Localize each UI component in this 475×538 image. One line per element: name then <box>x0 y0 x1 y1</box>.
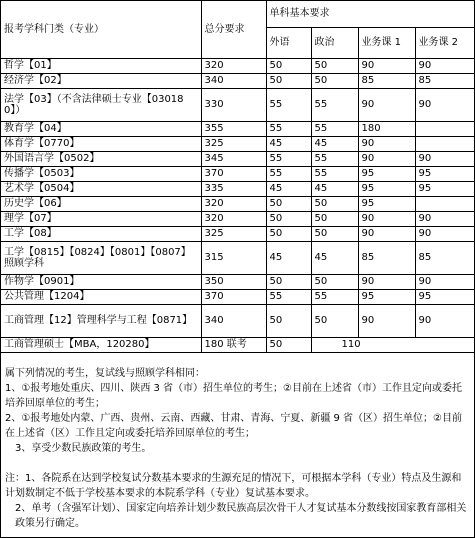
row-total: 315 <box>201 241 266 274</box>
row-s3: 90 <box>358 304 415 337</box>
row-s2: 50 <box>311 196 358 211</box>
row-s3: 90 <box>358 151 415 166</box>
row-s1: 55 <box>266 151 311 166</box>
row-s3: 90 <box>358 88 415 121</box>
row-s4: 90 <box>415 88 474 121</box>
row-total: 350 <box>201 274 266 289</box>
table-row <box>1 274 474 289</box>
table-row <box>1 211 474 226</box>
row-s4: 85 <box>415 241 474 274</box>
note-item-3: 3、享受少数民族政策的考生。 <box>15 443 152 454</box>
row-s4: 90 <box>415 151 474 166</box>
notes-section <box>1 366 474 531</box>
row-name: 工学【08】 <box>1 226 201 241</box>
row-s1: 55 <box>266 88 311 121</box>
table-row <box>1 58 474 73</box>
row-s1: 45 <box>266 241 311 274</box>
row-s1: 50 <box>266 274 311 289</box>
mba-merged: 110 <box>311 337 474 352</box>
row-name: 哲学【01】 <box>1 58 201 73</box>
row-name: 法学【03】（不含法律硕士专业【030180】） <box>1 88 201 121</box>
row-s4: 90 <box>415 58 474 73</box>
header-foreign-language: 外语 <box>266 27 311 58</box>
header-course-2: 业务课 2 <box>415 27 474 58</box>
note-spacer <box>5 456 470 471</box>
row-s1: 50 <box>266 73 311 88</box>
table-row <box>1 121 474 136</box>
row-s1: 50 <box>266 226 311 241</box>
note-item-2: 2、①报考地处内蒙、广西、贵州、云南、西藏、甘肃、青海、宁夏、新疆 9 省（区）招生单位；②目前在上述省（区）工作且定向或委托培养回原单位的考生； <box>5 413 463 439</box>
row-total: 320 <box>201 58 266 73</box>
row-s1: 55 <box>266 289 311 304</box>
row-name: 艺术学【0504】 <box>1 181 201 196</box>
row-s4 <box>415 136 474 151</box>
row-s2: 55 <box>311 121 358 136</box>
row-s1: 45 <box>266 136 311 151</box>
row-s2: 55 <box>311 289 358 304</box>
row-name: 体育学【0770】 <box>1 136 201 151</box>
header-politics: 政治 <box>311 27 358 58</box>
row-s4: 95 <box>415 166 474 181</box>
row-s2: 50 <box>311 304 358 337</box>
row-total: 340 <box>201 73 266 88</box>
row-s4: 90 <box>415 226 474 241</box>
row-s2: 45 <box>311 241 358 274</box>
table-row <box>1 166 474 181</box>
header-total: 总分要求 <box>201 1 266 58</box>
table-row <box>1 196 474 211</box>
row-s2: 50 <box>311 226 358 241</box>
row-s2: 50 <box>311 274 358 289</box>
mba-total: 180 联考 <box>201 337 266 352</box>
row-total: 345 <box>201 151 266 166</box>
row-s2: 55 <box>311 151 358 166</box>
note-remark-2: 2、单考（含强军计划）、国家定向培养计划少数民族高层次骨干人才复试基本分数线按国家教育部相关政策另行确定。 <box>15 503 467 529</box>
note-intro: 属下列情况的考生，复试线与照顾学科相同： <box>5 368 205 379</box>
row-s4: 95 <box>415 181 474 196</box>
header-course-1: 业务课 1 <box>358 27 415 58</box>
row-s4: 95 <box>415 289 474 304</box>
row-total: 325 <box>201 226 266 241</box>
row-s2: 50 <box>311 211 358 226</box>
row-s3: 95 <box>358 181 415 196</box>
table-row <box>1 136 474 151</box>
row-s2: 55 <box>311 88 358 121</box>
row-s1: 50 <box>266 58 311 73</box>
row-total: 370 <box>201 289 266 304</box>
header-category: 报考学科门类（专业） <box>1 1 201 58</box>
row-total: 320 <box>201 196 266 211</box>
row-s4 <box>415 196 474 211</box>
score-table <box>1 1 474 353</box>
table-row <box>1 151 474 166</box>
row-s4: 90 <box>415 274 474 289</box>
row-total: 335 <box>201 181 266 196</box>
row-s1: 50 <box>266 196 311 211</box>
table-row <box>1 289 474 304</box>
row-s4 <box>415 121 474 136</box>
mba-s1: 50 <box>266 337 311 352</box>
row-total: 330 <box>201 88 266 121</box>
row-s4: 90 <box>415 304 474 337</box>
header-single: 单科基本要求 <box>266 1 474 27</box>
row-s1: 50 <box>266 304 311 337</box>
note-remark-1: 注：1、各院系在达到学校复试分数基本要求的生源充足的情况下，可根据本学科（专业）特点及生源和计划数制定不低于学校基本要求的本院系学科（专业）复试基本要求。 <box>5 473 462 499</box>
row-name: 外国语言学【0502】 <box>1 151 201 166</box>
note-item-1: 1、①报考地处重庆、四川、陕西 3 省（市）招生单位的考生；②目前在上述省（市）工作且定向或委托培养回原单位的考生； <box>5 383 463 409</box>
table-row <box>1 304 474 337</box>
row-s2: 45 <box>311 136 358 151</box>
row-total: 370 <box>201 166 266 181</box>
row-s3: 90 <box>358 136 415 151</box>
row-s3: 95 <box>358 289 415 304</box>
row-s2: 55 <box>311 166 358 181</box>
row-s1: 50 <box>266 211 311 226</box>
row-s2: 50 <box>311 58 358 73</box>
row-s3: 95 <box>358 166 415 181</box>
row-s1: 45 <box>266 181 311 196</box>
table-row <box>1 181 474 196</box>
table-row <box>1 241 474 274</box>
row-s1: 55 <box>266 121 311 136</box>
row-s4: 85 <box>415 73 474 88</box>
table-row <box>1 88 474 121</box>
row-s3: 85 <box>358 241 415 274</box>
row-name: 理学【07】 <box>1 211 201 226</box>
row-name: 经济学【02】 <box>1 73 201 88</box>
row-name: 作物学【0901】 <box>1 274 201 289</box>
row-name: 工学【0815】【0824】【0801】【0807】照顾学科 <box>1 241 201 274</box>
row-total: 340 <box>201 304 266 337</box>
row-s3: 90 <box>358 274 415 289</box>
mba-name: 工商管理硕士【MBA，120280】 <box>1 337 201 352</box>
row-s3: 90 <box>358 226 415 241</box>
table-row-mba <box>1 337 474 352</box>
row-s1: 55 <box>266 166 311 181</box>
row-total: 320 <box>201 211 266 226</box>
row-name: 传播学【0503】 <box>1 166 201 181</box>
row-s3: 180 <box>358 121 415 136</box>
row-s2: 50 <box>311 73 358 88</box>
row-name: 教育学【04】 <box>1 121 201 136</box>
row-name: 工商管理【12】管理科学与工程【0871】 <box>1 304 201 337</box>
row-total: 355 <box>201 121 266 136</box>
row-s3: 85 <box>358 73 415 88</box>
row-s4: 90 <box>415 211 474 226</box>
row-s3: 90 <box>358 211 415 226</box>
table-row <box>1 73 474 88</box>
table-row <box>1 226 474 241</box>
row-total: 325 <box>201 136 266 151</box>
row-s3: 90 <box>358 58 415 73</box>
row-name: 公共管理【1204】 <box>1 289 201 304</box>
row-s2: 45 <box>311 181 358 196</box>
row-s3: 95 <box>358 196 415 211</box>
row-name: 历史学【06】 <box>1 196 201 211</box>
